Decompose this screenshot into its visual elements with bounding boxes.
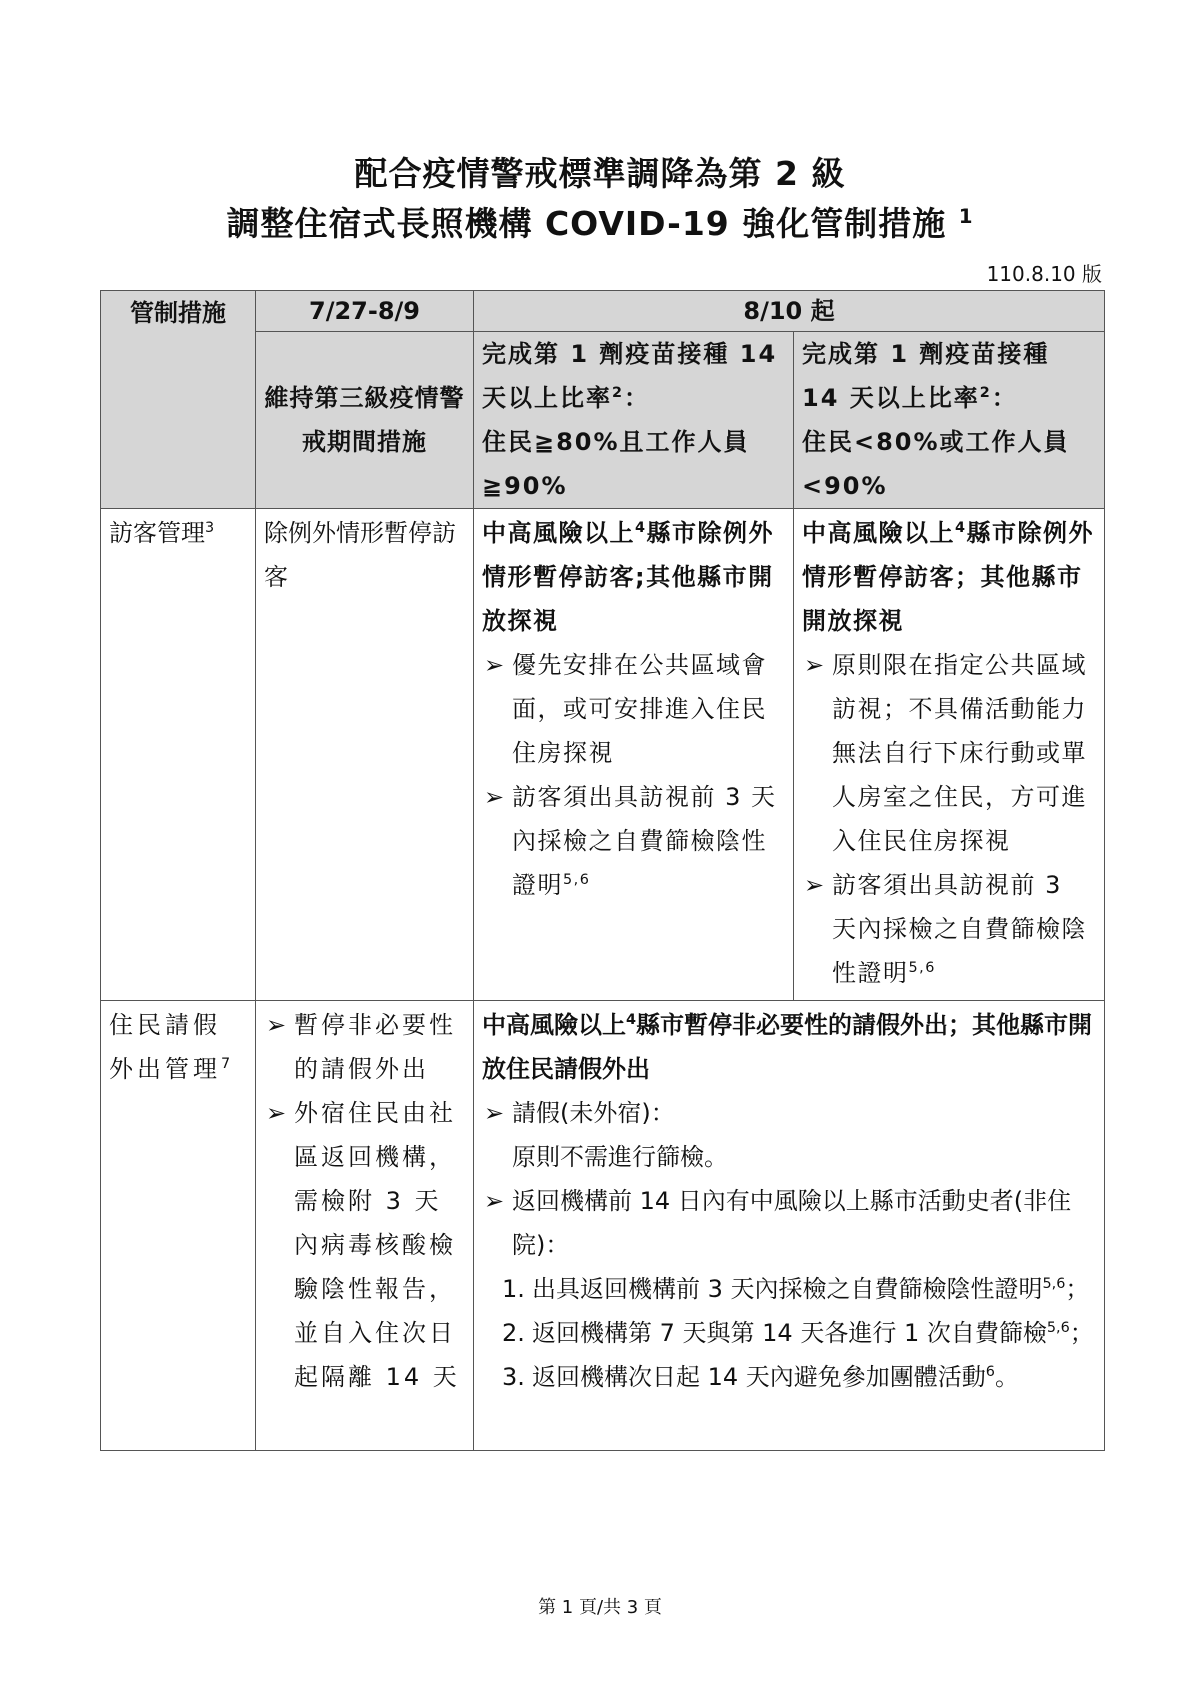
list-item: ➢ 訪客須出具訪視前 3 天內採檢之自費篩檢陰性證明$^{5,6}$ [802,863,1096,995]
numbered-item: 3. 返回機構次日起 14 天內避免參加團體活動$^6$。 [502,1363,1019,1391]
row1-col-a-lead: 中高風險以上$^4$縣市除例外情形暫停訪客;其他縣市開放探視 [482,519,775,635]
header-col-a: 完成第 1 劑疫苗接種 14 天以上比率$^2$： 住民≧80%且工作人員≧90% [474,332,794,509]
header-row-dates [101,291,1105,332]
list-item: ➢ 原則限在指定公共區域訪視；不具備活動能力無法自行下床行動或單人房室之住民，方可進入住民住房探視 [802,643,1096,863]
version-label: 110.8.10 版 [986,262,1102,286]
row2-label: 住民請假外出管理$^7$ [101,1001,256,1451]
list-item: ➢ 外宿住民由社區返回機構，需檢附 3 天內病毒核酸檢驗陰性報告，並自入住次日起隔離 14 天 [264,1091,465,1399]
list-item: ➢ 返回機構前 14 日內有中風險以上縣市活動史者(非住院)： [482,1179,1096,1267]
row2-lead: 中高風險以上$^4$縣市暫停非必要性的請假外出；其他縣市開放住民請假外出 [482,1011,1093,1083]
document-title-line1: 配合疫情警戒標準調降為第 2 級 [354,154,846,193]
list-item: ➢ 暫停非必要性的請假外出 [264,1003,465,1091]
row1-period1: 除例外情形暫停訪客 [256,509,474,1001]
header-period1-desc: 維持第三級疫情警戒期間措施 [256,332,474,509]
row1-col-b-lead: 中高風險以上$^4$縣市除例外情形暫停訪客；其他縣市開放探視 [802,519,1095,635]
list-item: ➢ 優先安排在公共區域會面，或可安排進入住民住房探視 [482,643,785,775]
row1-label: 訪客管理$^3$ [101,509,256,1001]
list-item: ➢ 訪客須出具訪視前 3 天內採檢之自費篩檢陰性證明$^{5,6}$ [482,775,785,907]
numbered-item: 1. 出具返回機構前 3 天內採檢之自費篩檢陰性證明$^{5,6}$； [502,1275,1090,1303]
header-measure: 管制措施 [101,291,256,509]
measures-table [100,290,1105,1451]
row1-col-a [474,509,794,1001]
row2-period1 [256,1001,474,1451]
numbered-item: 2. 返回機構第 7 天與第 14 天各進行 1 次自費篩檢$^{5,6}$； [502,1319,1094,1347]
row1-col-b [794,509,1105,1001]
header-period1-date: 7/27-8/9 [256,291,474,332]
row-leave-management [101,1001,1105,1451]
list-item: ➢ 請假(未外宿)： 原則不需進行篩檢。 [482,1091,1096,1179]
header-col-b: 完成第 1 劑疫苗接種 14 天以上比率$^2$： 住民<80%或工作人員<90% [794,332,1105,509]
header-period2-date: 8/10 起 [474,291,1105,332]
document-title-line2: 調整住宿式長照機構 COVID-19 強化管制措施 $^1$ [226,204,974,243]
footnote-ref: 1 [958,205,974,228]
page-footer: 第 1 頁/共 3 頁 [538,1597,662,1618]
row-visitor-management [101,509,1105,1001]
row2-period2 [474,1001,1105,1451]
